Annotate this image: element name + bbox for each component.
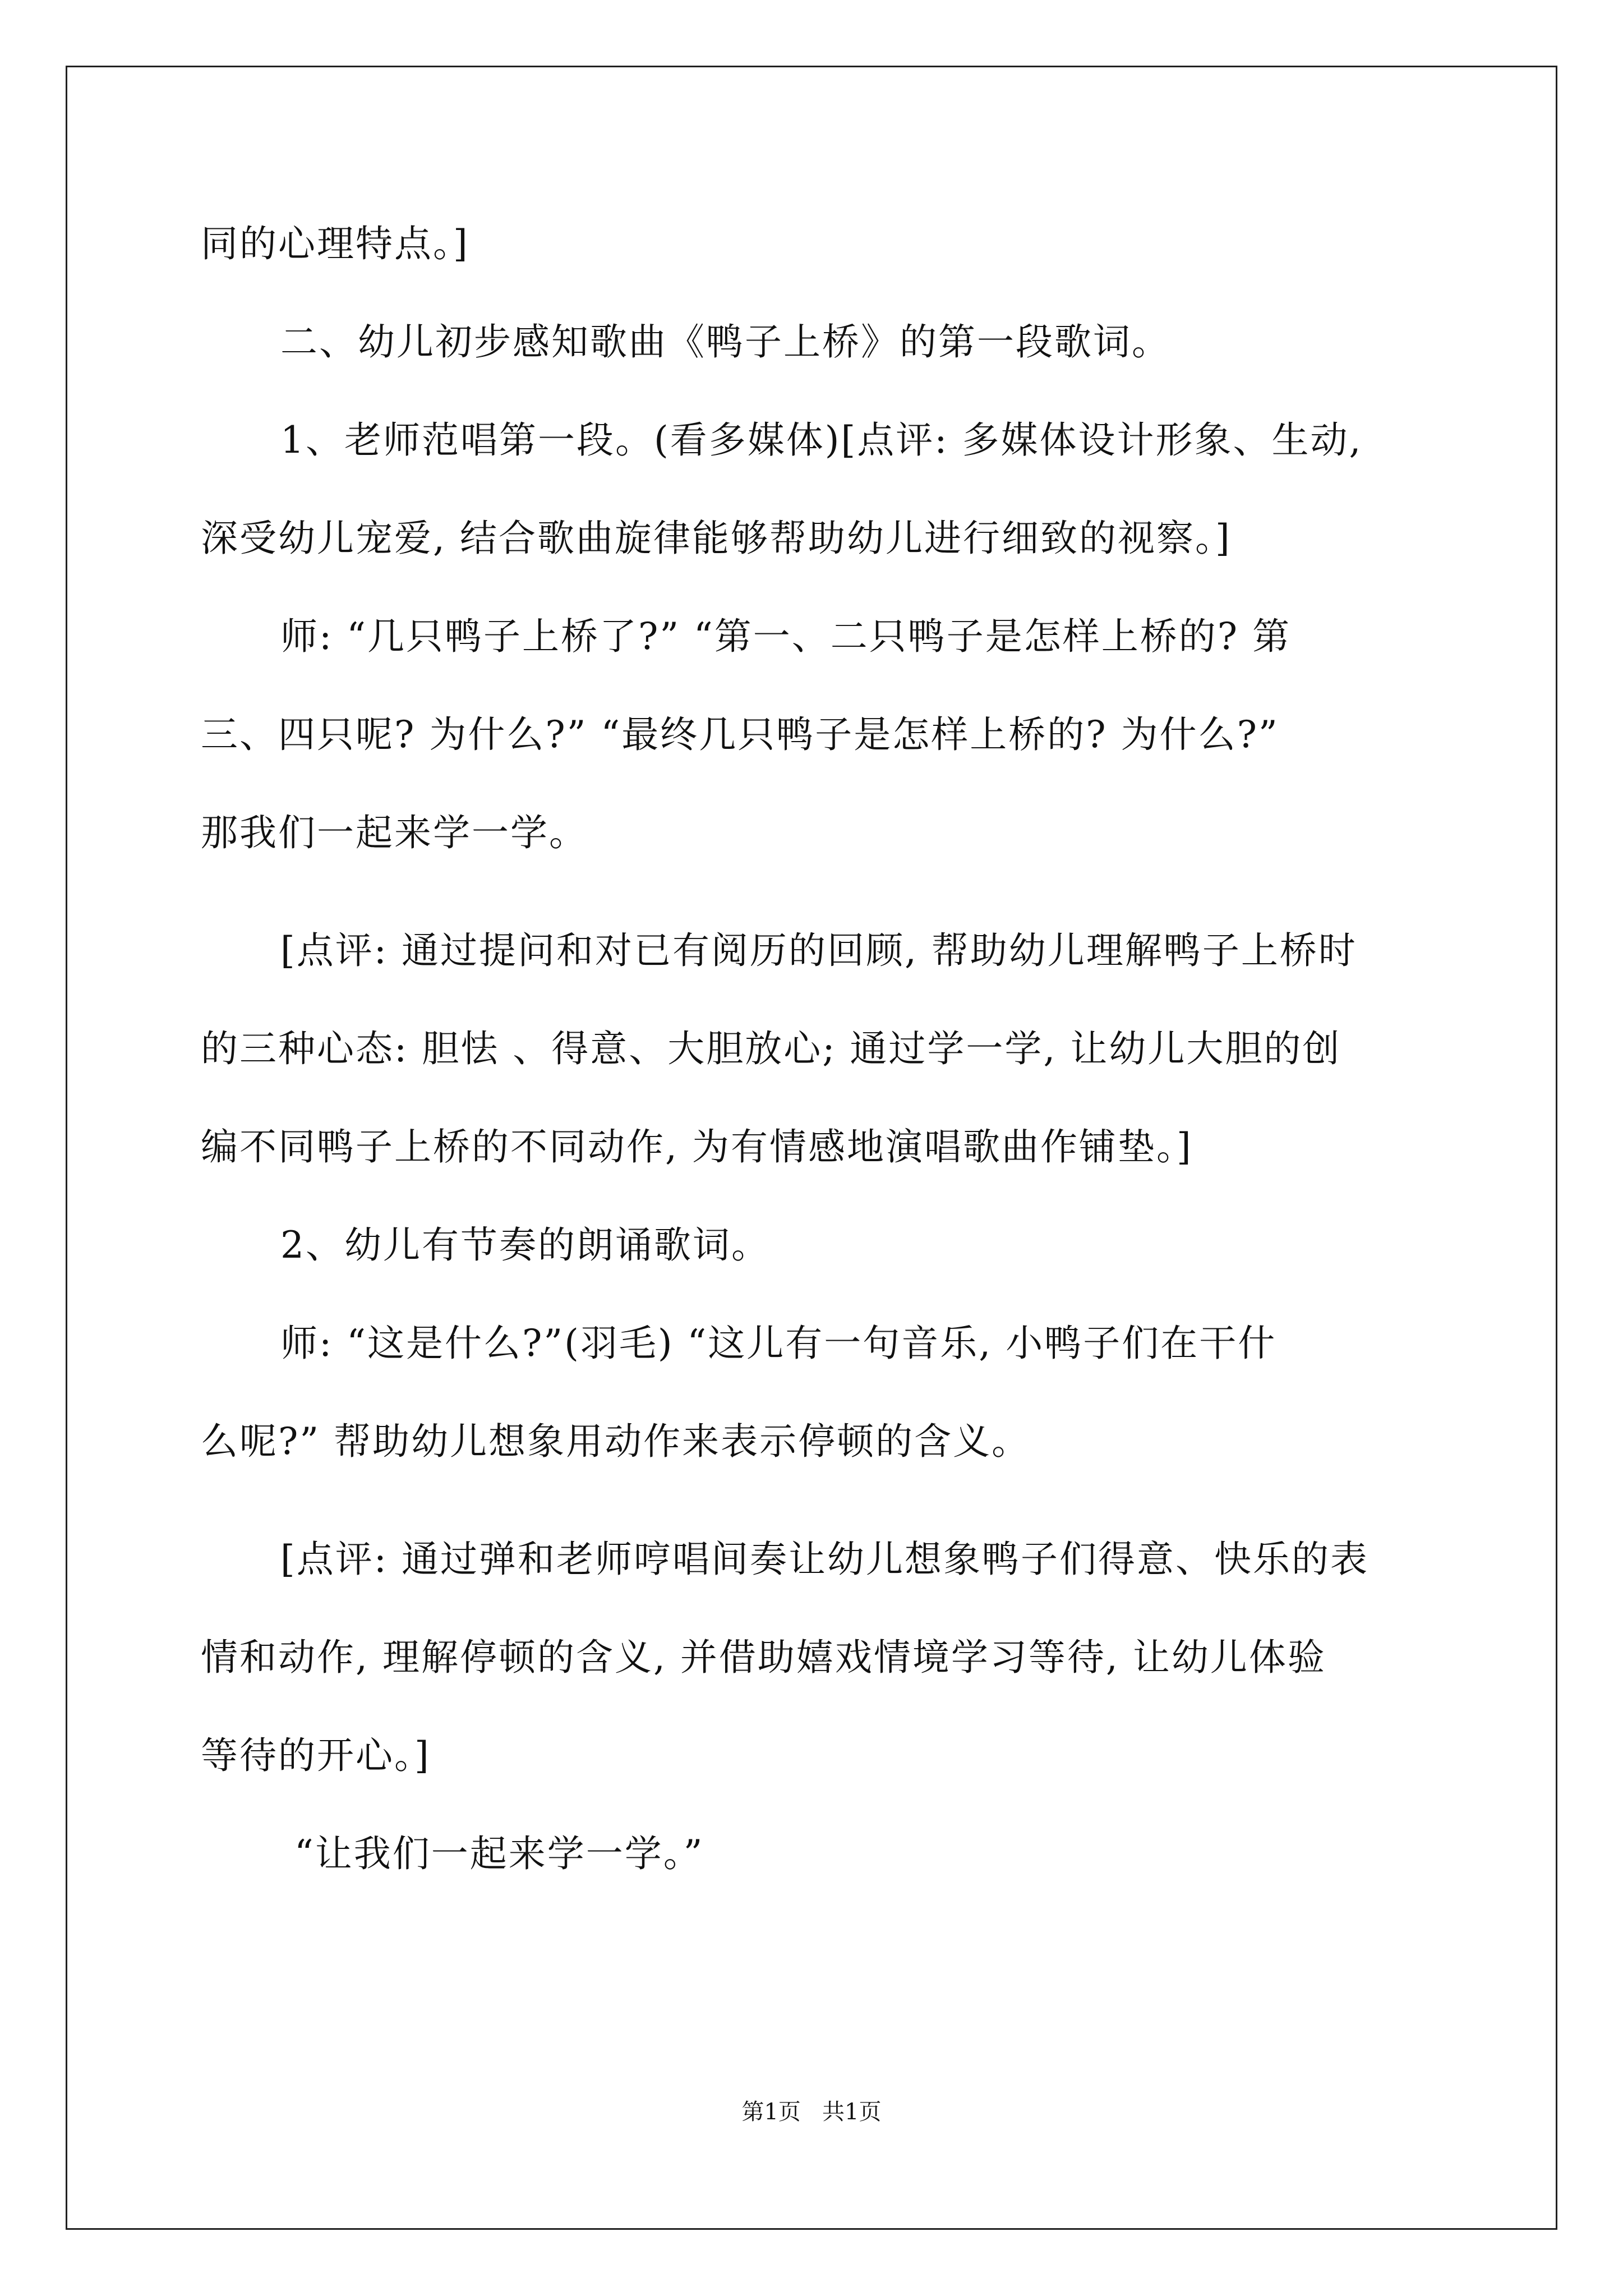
text-line-1: 同的心理特点。] bbox=[201, 222, 469, 265]
text-line-15: 情和动作, 理解停顿的含义, 并借助嬉戏情境学习等待, 让幼儿体验 bbox=[201, 1636, 1326, 1679]
text-line-4: 深受幼儿宠爱, 结合歌曲旋律能够帮助幼儿进行细致的视察。] bbox=[201, 517, 1232, 560]
text-line-12: 师: “这是什么?”(羽毛) “这儿有一句音乐, 小鸭子们在干什 bbox=[280, 1322, 1277, 1365]
page-number-footer: 第1页 共1页 bbox=[741, 2099, 882, 2125]
section-heading-2: 二、幼儿初步感知歌曲《鸭子上桥》的第一段歌词。 bbox=[280, 320, 1170, 364]
text-line-9: 的三种心态: 胆怯 、得意、大胆放心; 通过学一学, 让幼儿大胆的创 bbox=[201, 1027, 1341, 1070]
text-line-16: 等待的开心。] bbox=[201, 1734, 431, 1777]
text-line-13: 么呢?” 帮助幼儿想象用动作来表示停顿的含义。 bbox=[201, 1420, 1031, 1463]
text-line-6: 三、四只呢? 为什么?” “最终几只鸭子是怎样上桥的? 为什么?” bbox=[201, 713, 1279, 756]
text-line-11: 2、幼儿有节奏的朗诵歌词。 bbox=[280, 1223, 770, 1267]
text-line-14: [点评: 通过弹和老师哼唱间奏让幼儿想象鸭子们得意、快乐的表 bbox=[280, 1538, 1369, 1581]
text-line-7: 那我们一起来学一学。 bbox=[201, 811, 588, 854]
text-line-10: 编不同鸭子上桥的不同动作, 为有情感地演唱歌曲作铺垫。] bbox=[201, 1125, 1193, 1168]
text-line-5: 师: “几只鸭子上桥了?” “第一、二只鸭子是怎样上桥的? 第 bbox=[280, 615, 1292, 658]
text-line-8: [点评: 通过提问和对已有阅历的回顾, 帮助幼儿理解鸭子上桥时 bbox=[280, 929, 1357, 972]
text-line-3: 1、老师范唱第一段。(看多媒体)[点评: 多媒体设计形象、生动, bbox=[280, 418, 1363, 462]
text-line-17: “让我们一起来学一学。” bbox=[294, 1832, 704, 1875]
